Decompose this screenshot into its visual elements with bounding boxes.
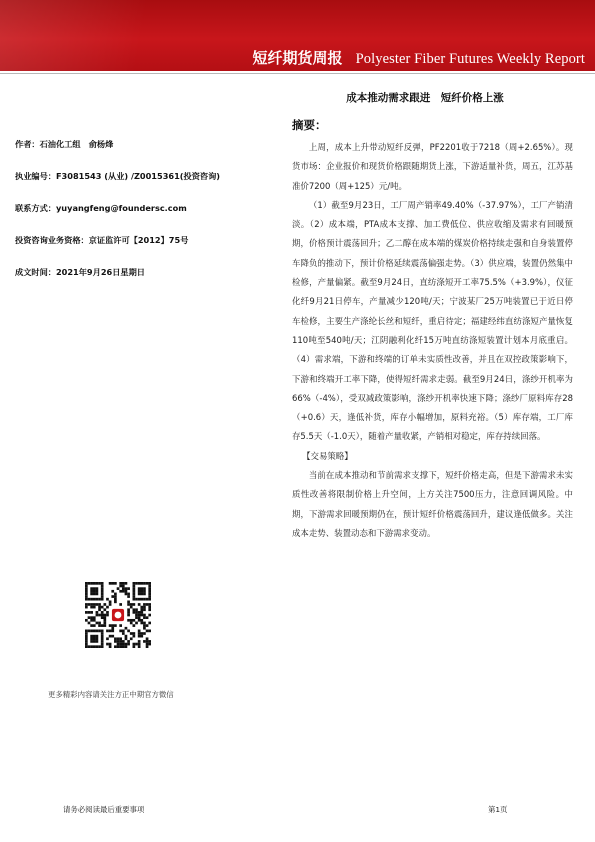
date-label: 成文时间： [15, 267, 56, 277]
author-row [15, 139, 113, 150]
permit-row [15, 235, 188, 246]
date-row [15, 267, 145, 278]
banner-decoration [0, 0, 200, 71]
abstract-paragraph: （1）截至9月23日，工厂周产销率49.40%（-37.97%），工厂产销清淡。（2）成本端，PTA成本支撑、加工费低位、供应收缩及需求有回暖预期，价格预计震荡回升；乙二醇在成本端的煤炭价格持续走强和自身装置停车降负的推动下，预计价格延续震荡偏强走势。（3）供应端，装置仍然集中检修，产量偏紧。截至9月24日，直纺涤短开工率75.5%（+3.9%），仪征化纤9月21日停车，产量减少120吨/天；宁波某厂25万吨装置已于近日停车检修，主要生产涤纶长丝和短纤，重启待定；福建经纬直纺涤短产量恢复110吨至540吨/天；江阴融利化纤15万吨直纺涤短装置计划本月底重启。（4）需求端，下游和终端的订单未实质性改善，并且在双控政策影响下，下游和终端开工率下降，使得短纤需求走弱。截至9月24日，涤纱开机率为66%（-4%），受双减政策影响，涤纱开机率快速下降；涤纱厂原料库存28（+0.6）天，逢低补货，库存小幅增加，原料充裕。（5）库存端，工厂库存5.5天（-1.0天），随着产量收紧，产销相对稳定，库存持续回落。 [292, 199, 573, 442]
header-banner [0, 0, 595, 71]
date-value: 2021年9月26日星期日 [55, 267, 145, 277]
abstract-label: 摘要： [292, 118, 327, 132]
qr-code-icon[interactable] [85, 582, 151, 648]
contact-row [15, 203, 187, 214]
abstract-paragraph: 上周，成本上升带动短纤反弹，PF2201收于7218（周+2.65%）。现货市场：企业报价和现货价格跟随期货上涨，下游适量补货，周五，江苏基准价7200（周+125）元/吨。 [292, 142, 573, 191]
strategy-label: 【交易策略】 [302, 450, 353, 461]
report-title: 成本推动需求跟进 短纤价格上涨 [346, 92, 504, 104]
banner-title-en: Polyester Fiber Futures Weekly Report [355, 51, 585, 67]
contact-email[interactable]: yuyangfeng@foundersc.com [55, 203, 187, 213]
banner-title [252, 48, 585, 69]
header-divider [0, 73, 595, 74]
footer-disclaimer[interactable]: 请务必阅读最后重要事项 [63, 805, 145, 814]
license-row [15, 171, 220, 182]
abstract-body [292, 138, 573, 543]
qr-code-graphic [85, 582, 151, 648]
banner-title-cn: 短纤期货周报 [252, 49, 343, 67]
license-label: 执业编号： [15, 171, 56, 181]
contact-label: 联系方式： [15, 203, 56, 213]
footer-page-number: 第1页 [488, 805, 508, 814]
permit-label: 投资咨询业务资格： [15, 235, 89, 245]
permit-value: 京证监许可【2012】75号 [88, 235, 189, 245]
author-label: 作者： [15, 139, 40, 149]
author-value: 石油化工组 俞杨烽 [39, 139, 114, 149]
qr-caption: 更多精彩内容请关注方正中期官方微信 [48, 690, 174, 699]
license-value: F3081543 (从业) /Z0015361(投资咨询) [55, 171, 221, 181]
strategy-paragraph: 当前在成本推动和节前需求支撑下，短纤价格走高，但是下游需求未实质性改善将限制价格上升空间，上方关注7500压力，注意回调风险。中期，下游需求回暖预期仍在，预计短纤价格震荡回升，建议逢低做多。关注成本走势、装置动态和下游需求变动。 [292, 470, 573, 538]
